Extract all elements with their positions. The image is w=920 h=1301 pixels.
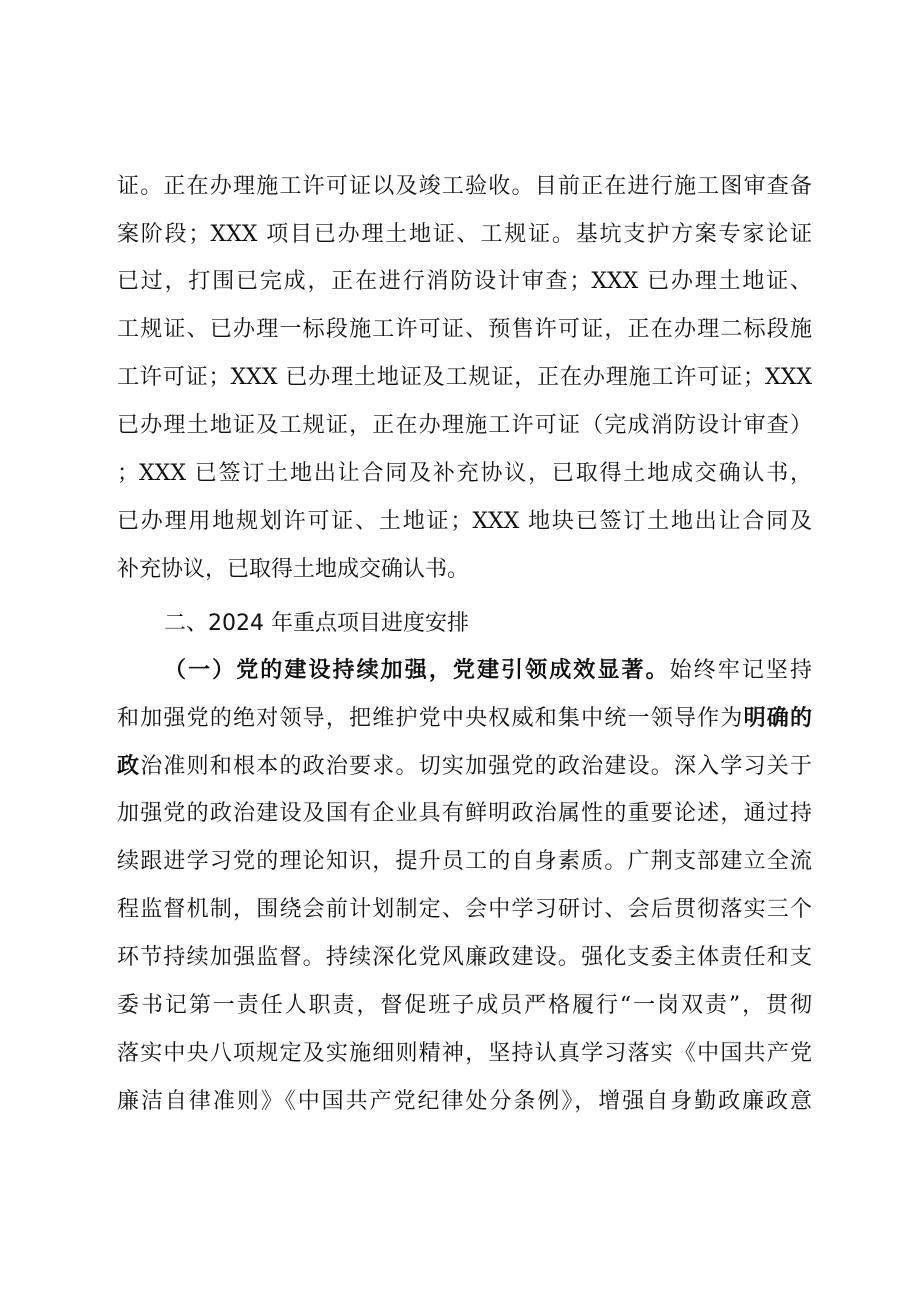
section-heading: 二、2024 年重点项目进度安排: [164, 611, 469, 636]
paragraph-line: [117, 698, 812, 738]
paragraph-text: 和加强党的绝对领导，把维护党中央权威和集中统一领导作为: [117, 706, 744, 731]
paragraph-line: 案阶段；XXX 项目已办理土地证、工规证。基坑支护方案专家论证: [117, 222, 812, 247]
paragraph-line: 已办理用地规划许可证、土地证；XXX 地块已签订土地出让合同及: [117, 509, 812, 534]
paragraph-line: 工规证、已办理一标段施工许可证、预售许可证，正在办理二标段施: [117, 317, 812, 342]
paragraph-line: [117, 746, 812, 786]
paragraph-line: 补充协议，已取得土地成交确认书。: [117, 557, 470, 582]
paragraph-line: 程监督机制，围绕会前计划制定、会中学习研讨、会后贯彻落实三个: [117, 897, 812, 922]
subheading-bold: （一）党的建设持续加强，党建引领成效显著。: [164, 657, 670, 683]
emphasis-bold: 政: [117, 753, 141, 779]
emphasis-bold: 明确的: [743, 705, 812, 731]
paragraph-line: 加强党的政治建设及国有企业具有鲜明政治属性的重要论述，通过持: [117, 801, 812, 826]
paragraph-line: 落实中央八项规定及实施细则精神，坚持认真学习落实《中国共产党: [117, 1041, 812, 1066]
paragraph-line: 委书记第一责任人职责，督促班子成员严格履行“一岗双责”，贯彻: [117, 993, 812, 1018]
paragraph-text: 始终牢记坚持: [669, 658, 812, 683]
paragraph-first-line: [164, 650, 812, 690]
paragraph-line: 环节持续加强监督。持续深化党风廉政建设。强化支委主体责任和支: [117, 945, 812, 970]
paragraph-line: 续跟进学习党的理论知识，提升员工的自身素质。广荆支部建立全流: [117, 849, 812, 874]
paragraph-line: 廉洁自律准则》《中国共产党纪律处分条例》，增强自身勤政廉政意: [117, 1089, 812, 1114]
paragraph-line: 已过，打围已完成，正在进行消防设计审查；XXX 已办理土地证、: [117, 269, 812, 294]
paragraph-line: 已办理土地证及工规证，正在办理施工许可证（完成消防设计审查）: [117, 413, 812, 438]
paragraph-line: 证。正在办理施工许可证以及竣工验收。目前正在进行施工图审查备: [117, 174, 812, 199]
paragraph-line: 工许可证；XXX 已办理土地证及工规证，正在办理施工许可证；XXX: [117, 365, 812, 390]
paragraph-line: ；XXX 已签订土地出让合同及补充协议，已取得土地成交确认书，: [117, 461, 812, 486]
paragraph-text: 治准则和根本的政治要求。切实加强党的政治建设。深入学习关于: [140, 754, 812, 779]
